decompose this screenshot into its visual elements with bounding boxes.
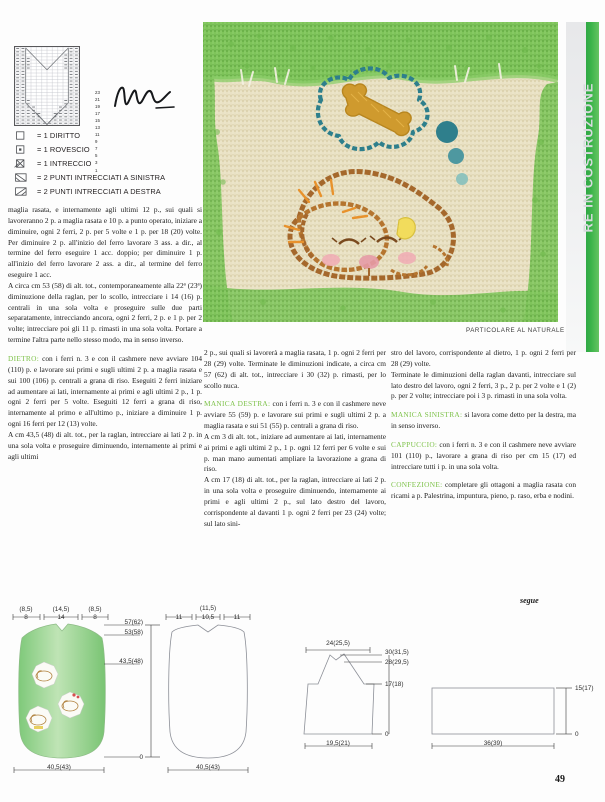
dim-label: 53(58) bbox=[124, 629, 143, 636]
section-heading: MANICA SINISTRA: bbox=[391, 410, 463, 420]
designer-signature bbox=[112, 80, 182, 114]
right-sidebar bbox=[566, 22, 605, 352]
legend-item-intreccio bbox=[14, 153, 204, 170]
section-manica-sinistra bbox=[391, 410, 576, 432]
sidebar-vertical-label: RE IN COSTRUZIONE bbox=[580, 82, 596, 233]
dim-label: 8 bbox=[93, 614, 97, 621]
dim-label: 15(17) bbox=[575, 685, 594, 692]
dim-label: 11 bbox=[175, 614, 183, 621]
detail-photograph bbox=[203, 22, 558, 322]
section-heading: DIETRO: bbox=[8, 353, 40, 363]
dim-label: (14,5) bbox=[52, 606, 70, 613]
photo-caption: PARTICOLARE AL NATURALE bbox=[466, 327, 565, 334]
schematic-back-body bbox=[166, 605, 250, 773]
page-number: 49 bbox=[555, 774, 565, 785]
dim-label: 43,5(48) bbox=[119, 658, 143, 665]
schematic-sleeve bbox=[304, 640, 409, 749]
legend-label: = 1 ROVESCIO bbox=[37, 144, 90, 154]
chart-row-number: 3 bbox=[95, 160, 98, 166]
section-body: con i ferri n. 3 e con il cashmere neve avviare 55 (59) p. e lavorare sui primi e sugli ultimi 2 p. a maglia rasata e sui 51 (55) p. centrali a grana di riso. bbox=[204, 399, 387, 431]
paragraph: A cm 43,5 (48) di alt. tot., per la raglan, intrecciare ai lati 2 p. in una sola volta e proseguire diminuendo, internamente ai primi e agli ultimi bbox=[8, 429, 202, 461]
chart-row-number: 17 bbox=[95, 111, 100, 117]
schematic-front-body bbox=[13, 606, 160, 773]
dim-label: 10,5 bbox=[201, 614, 215, 621]
section-body: con i ferri n. 3 e con il cashmere neve avviare 104 (110) p. e lavorare sui primi e sugli ultimi 2 p. a maglia rasata e sui 100 (106) p. centrali a grana di riso. Eseguiti 2 ferri iniziare ad aumentare ai lati, internamente ai primi e agli ultimi 2 p., 1 p. ogni 2 ferri per 5 volte. Eseguiti 12 ferri a grana di riso, internamente al primo e all'ultimo p., iniziare a diminuire 1 p. ogni 16 ferri per 12 (13) volte. bbox=[8, 353, 202, 429]
dim-label: (11,5) bbox=[199, 605, 217, 612]
text-column-left bbox=[8, 205, 202, 462]
dim-label: 30(31,5) bbox=[385, 649, 409, 656]
dim-label: 57(62) bbox=[124, 619, 143, 626]
legend-label: = 1 INTRECCIO bbox=[37, 158, 92, 168]
dim-label: (8,5) bbox=[19, 606, 33, 613]
cross-cable-icon bbox=[14, 159, 30, 168]
chart-row-number: 9 bbox=[95, 139, 98, 145]
chart-row-number: 13 bbox=[95, 125, 100, 131]
right-cable-icon bbox=[14, 187, 30, 196]
dim-label: 36(39) bbox=[483, 740, 503, 747]
section-cappuccio bbox=[391, 440, 576, 473]
dim-label: 11 bbox=[233, 614, 241, 621]
dim-label: 40,5(43) bbox=[47, 764, 71, 771]
dim-label: 40,5(43) bbox=[196, 764, 220, 771]
section-confezione bbox=[391, 480, 576, 502]
legend-label: = 2 PUNTI INTRECCIATI A DESTRA bbox=[37, 187, 161, 197]
paragraph: maglia rasata, e internamente agli ultimi 12 p., sui quali si lavoreranno 2 p. a maglia rasata e 10 p. a punto operato, iniziare a diminuire, ogni 2 ferri, 2 p. per 5 volte e 1 p. per 18 (20) volte. Per diminuire 2 p. all'inizio del ferro lavorare 3 ass. a dir., al termine del ferro eseguire 1 acc. doppio; per diminuire 1 p. all'inizio del ferro lavorare 2 ass. a dir., al termine del ferro eseguire 1 acc. bbox=[8, 205, 202, 280]
dim-label: (8,5) bbox=[88, 606, 102, 613]
dim-label: 0 bbox=[575, 731, 579, 738]
chart-legend bbox=[14, 125, 204, 199]
chart-row-number: 23 bbox=[95, 90, 100, 95]
section-body: si lavora come detto per la destra, ma in senso inverso. bbox=[391, 410, 576, 431]
paragraph: 2 p., sui quali si lavorerà a maglia rasata, 1 p. ogni 2 ferri per 28 (29) volte. Terminate le diminuzioni indicate, a circa cm 57 (62) di alt. tot., intrecciare i 30 (32) p. rimasti, per lo scollo nuca. bbox=[204, 348, 386, 390]
chart-row-number: 19 bbox=[95, 104, 100, 110]
dim-label: 28(29,5) bbox=[385, 659, 409, 666]
paragraph: Terminate le diminuzioni della raglan davanti, intrecciare sul lato destro del lavoro, ogni 2 ferri, 3 p., 2 p. per 2 volte e 1 (2) p. per 2 volte; intrecciare poi i 3 p. rimasti in una sola volta. bbox=[391, 369, 576, 401]
paragraph: A cm 3 di alt. tot., iniziare ad aumentare ai lati, internamente ai primi e agli ultimi 2 p., 1 p. ogni 12 ferri per 6 volte e sui p. man mano aumentati ampliare la lavorazione a grana di riso. bbox=[204, 431, 386, 474]
dotted-square-icon bbox=[14, 145, 30, 154]
schematic-diagrams bbox=[0, 604, 605, 784]
empty-square-icon bbox=[14, 131, 30, 140]
section-body: completare gli ottagoni a maglia rasata con ricami a p. Palestrina, impuntura, pieno, p. raso, erba e nodini. bbox=[391, 480, 576, 501]
section-heading: CAPPUCCIO: bbox=[391, 439, 438, 449]
schematic-hood bbox=[432, 685, 593, 749]
section-body: con i ferri n. 3 e con il cashmere neve avviare 101 (110) p., lavorare a grana di riso per cm 15 (17) ed intrecciare tutti i p. in una sola volta. bbox=[391, 439, 576, 471]
section-manica-destra bbox=[204, 399, 386, 432]
dim-label: 24(25,5) bbox=[326, 640, 350, 647]
chart-row-number: 7 bbox=[95, 146, 98, 152]
legend-label: = 2 PUNTI INTRECCIATI A SINISTRA bbox=[37, 173, 166, 183]
chart-row-number: 1 bbox=[95, 167, 98, 173]
legend-item-rovescio bbox=[14, 139, 204, 159]
left-cable-icon bbox=[14, 173, 30, 182]
legend-item-intrecciati-destra bbox=[14, 185, 204, 199]
text-column-middle bbox=[204, 348, 386, 530]
legend-label: = 1 DIRITTO bbox=[37, 130, 81, 140]
section-dietro bbox=[8, 354, 202, 430]
dim-label: 14 bbox=[57, 614, 65, 621]
legend-item-diritto bbox=[14, 125, 204, 145]
paragraph: stro del lavoro, corrispondente al dietro, 1 p. ogni 2 ferri per 28 (29) volte. bbox=[391, 348, 576, 368]
paragraph: A cm 17 (18) di alt. tot., per la raglan, intrecciare ai lati 2 p. in una sola volta e proseguire diminuendo, internamente ai primi e agli ultimi 2 p., sul lato destro del lavoro, corrispondente al davanti 1 p. ogni 2 ferri per 23 (24) volte; sul lato sini- bbox=[204, 475, 386, 528]
dim-label: 19,5(21) bbox=[326, 740, 350, 747]
dim-label: 0 bbox=[385, 731, 389, 738]
chart-row-number: 21 bbox=[95, 97, 100, 103]
chart-row-number: 11 bbox=[95, 132, 100, 138]
chart-row-number: 5 bbox=[95, 153, 98, 159]
chart-row-number: 15 bbox=[95, 118, 100, 124]
section-heading: MANICA DESTRA: bbox=[204, 399, 271, 409]
dim-label: 0 bbox=[139, 754, 143, 761]
stitch-chart-grid bbox=[14, 46, 80, 126]
section-heading: CONFEZIONE: bbox=[391, 480, 443, 490]
dim-label: 17(18) bbox=[385, 681, 404, 688]
continuation-note: segue bbox=[520, 596, 539, 605]
legend-item-intrecciati-sinistra bbox=[14, 167, 204, 185]
dim-label: 8 bbox=[24, 614, 28, 621]
paragraph: A circa cm 53 (58) di alt. tot., contemporaneamente alla 22ª (23ª) diminuzione della raglan, per lo scollo, intrecciare i 14 (16) p. centrali in una sola volta e proseguire sulle due parti separatamente, intrecciando ancora, ogni 2 ferri, 2 p. e 1 p. per 2 volte; intrecciare poi gli 11 p. rimasti in una sola volta. Portare a termine l'altra parte nello stesso modo, ma in senso inverso. bbox=[8, 280, 202, 345]
text-column-right bbox=[391, 348, 576, 502]
